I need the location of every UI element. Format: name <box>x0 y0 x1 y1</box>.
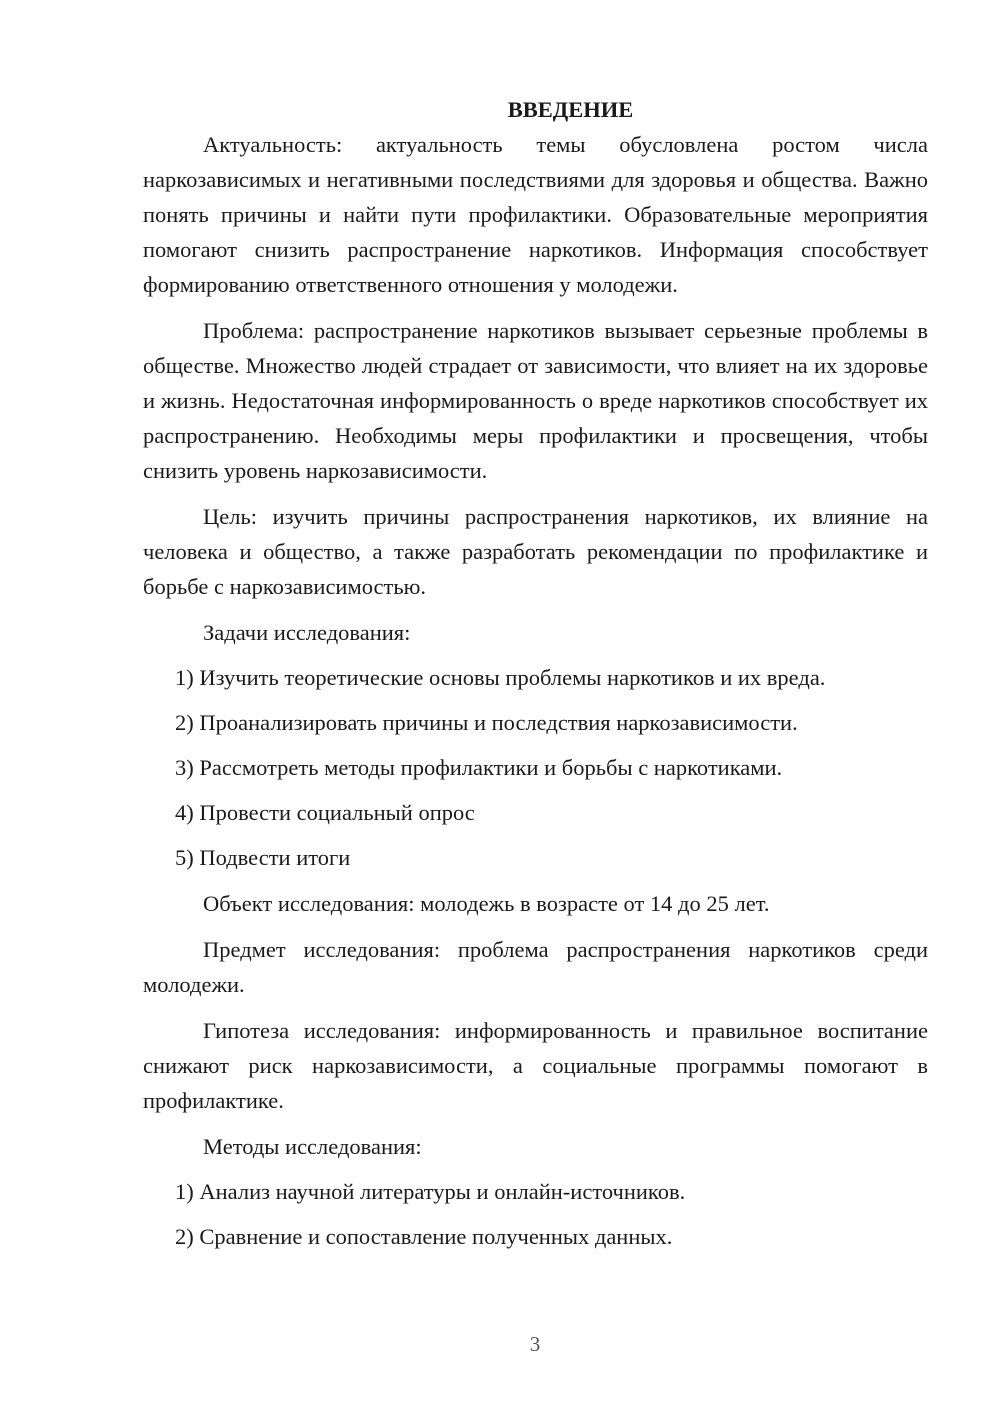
method-item-2: 2) Сравнение и сопоставление полученных данных. <box>175 1224 673 1249</box>
hypothesis-paragraph: Гипотеза исследования: информированность и правильное воспитание снижают риск наркозависимости, а социальные программы помогают в профилактике. <box>143 1018 928 1113</box>
method-item-1: 1) Анализ научной литературы и онлайн-источников. <box>175 1179 686 1204</box>
page-title: ВВЕДЕНИЕ <box>507 97 634 122</box>
goal-paragraph: Цель: изучить причины распространения наркотиков, их влияние на человека и общество, а также разработать рекомендации по профилактике и борьбе с наркозависимостью. <box>143 504 928 599</box>
task-item-4: 4) Провести социальный опрос <box>175 800 475 825</box>
problem-paragraph: Проблема: распространение наркотиков вызывает серьезные проблемы в обществе. Множество людей страдает от зависимости, что влияет на их здоровье и жизнь. Недостаточная информированность о вреде наркотиков способствует их распространению. Необходимы меры профилактики и просвещения, чтобы снизить уровень наркозависимости. <box>143 318 928 483</box>
object-paragraph: Объект исследования: молодежь в возрасте от 14 до 25 лет. <box>203 891 770 916</box>
page-content <box>143 92 928 1254</box>
page-number: 3 <box>529 1332 541 1356</box>
task-item-1: 1) Изучить теоретические основы проблемы наркотиков и их вреда. <box>175 665 826 690</box>
relevance-paragraph: Актуальность: актуальность темы обусловлена ростом числа наркозависимых и негативными последствиями для здоровья и общества. Важно понять причины и найти пути профилактики. Образовательные мероприятия помогают снизить распространение наркотиков. Информация способствует формированию ответственного отношения у молодежи. <box>143 132 928 297</box>
task-item-3: 3) Рассмотреть методы профилактики и борьбы с наркотиками. <box>175 755 783 780</box>
task-item-2: 2) Проанализировать причины и последствия наркозависимости. <box>175 710 798 735</box>
task-item-5: 5) Подвести итоги <box>175 845 351 870</box>
methods-heading: Методы исследования: <box>203 1134 422 1159</box>
tasks-heading: Задачи исследования: <box>203 620 411 645</box>
subject-paragraph: Предмет исследования: проблема распространения наркотиков среди молодежи. <box>143 937 928 997</box>
